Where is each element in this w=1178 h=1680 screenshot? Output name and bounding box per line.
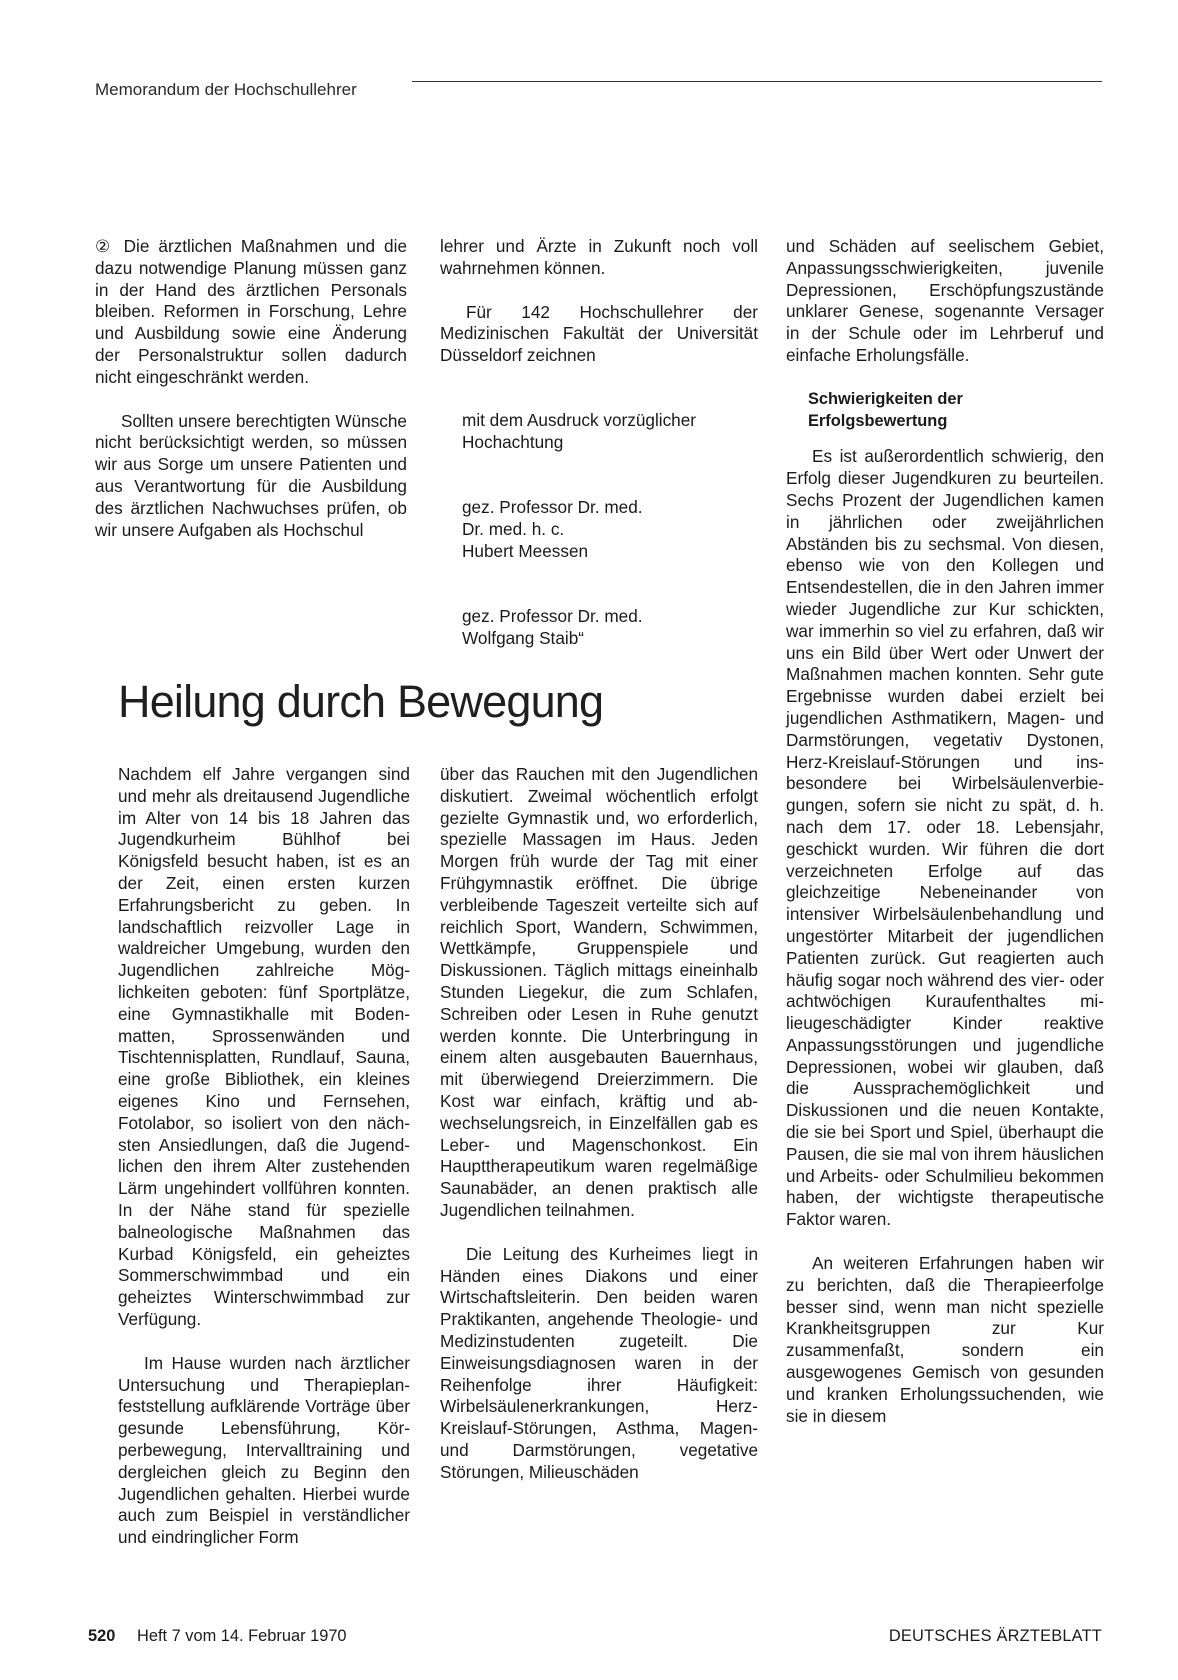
memorandum-paragraph: ② Die ärztlichen Maßnahmen und die dazu notwendige Planung müssen ganz in der Hand des ärztlichen Personals bleiben. Reformen in Forschung, Lehre und Ausbildung sowie eine Änderung der Personalstruktur sollen dadurch nicht eingeschränkt werden.: [95, 236, 407, 387]
memorandum-column-1: [95, 236, 407, 541]
memorandum-paragraph: lehrer und Ärzte in Zukunft noch voll wahrnehmen können.: [440, 236, 758, 278]
memorandum-column-2: [440, 236, 758, 672]
signature-signatory-1: gez. Professor Dr. med. Dr. med. h. c. Hubert Meessen: [462, 497, 643, 561]
memorandum-paragraph: Sollten unsere berechtigten Wünsche nicht berücksichtigt werden, so müssen wir aus Sorge um unsere Patienten und aus Verantwortung für die Ausbildung des ärztlichen Nachwuchses prüfen, ob wir unsere Aufgaben als Hochschul: [95, 410, 407, 540]
article-column-3: [786, 236, 1104, 1427]
article-paragraph: Es ist außerordentlich schwierig, den Erfolg dieser Jugendkuren zu beurteilen. Sechs Prozent der Jugendlichen kamen in jährlichen oder zweijährlichen Abständen bis zu sechsmal. Von diesen, ebenso wie von den Kollegen und Entsendestellen, die in den Jahren immer wieder Jugendliche zur Kur schickten, war immerhin so viel zu erfahren, daß wir uns ein Bild über Wert oder Unwert der Maßnahmen machen konnten. Sehr gute Ergebnisse wurden dabei erzielt bei jugendlichen Asthmatikern, Magen- und Darmstörungen, vegetativ Dystonen, Herz-Kreislauf-Störungen und insbesondere bei Wirbelsäulenverbiegungen, sofern sie nicht zu spät, d. h. nach dem 17. oder 18. Lebensjahr, geschickt wurden. Wir führen die dort verzeichneten Erfolge auf das gleichzeitige Nebeneinander von intensiver Wirbelsäulenbehandlung und ungestörter Mitarbeit der jugendlichen Patienten zurück. Gut reagierten auch häufig sogar noch während des vier- oder achtwöchigen Kuraufenthaltes milieugeschädigter Kinder reaktive Anpassungsstörungen und jugendliche Depressionen, wobei wir glauben, daß die Aussprachemöglichkeit und Diskussionen und die neuen Kontakte, die sie bei Sport und Spiel, überhaupt die Pausen, die sie mal von ihrem häuslichen und Arbeits- oder Schulmilieu bekommen haben, der wichtigste therapeutische Faktor waren.: [786, 446, 1104, 1230]
article-title: Heilung durch Bewegung: [118, 676, 604, 727]
memorandum-paragraph: Für 142 Hochschullehrer der Medizinischen Fakultät der Universität Düsseldorf zeichnen: [440, 301, 758, 366]
article-paragraph: und Schäden auf seelischem Gebiet, Anpassungsschwierigkeiten, juvenile Depressionen, Erschöpfungszustände unklarer Genese, sogenannte Versager in der Schule oder im Lehrberuf und einfache Erholungsfälle.: [786, 236, 1104, 365]
article-paragraph: Im Hause wurden nach ärztlicher Untersuchung und Therapieplanfeststellung aufklärende Vorträge über gesunde Lebensführung, Körperbewegung, Intervalltraining und dergleichen gleich zu Beginn den Jugendlichen gehalten. Hierbei wurde auch zum Beispiel in verständlicher und eindringlicher Form: [118, 1352, 410, 1548]
page-number: 520: [88, 1627, 116, 1645]
article-column-2: [440, 764, 758, 1484]
article-subheading: Schwierigkeiten der Erfolgsbewertung: [808, 389, 963, 430]
article-paragraph: Nachdem elf Jahre vergangen sind und mehr als dreitausend Jugendliche im Alter von 14 bis 18 Jahren das Jugendkurheim Bühlhof bei Königsfeld besucht haben, ist es an der Zeit, einen ersten kurzen Erfahrungsbericht zu geben. In landschaftlich reizvoller Lage in waldreicher Umgebung, wurden den Jugendlichen zahlreiche Möglichkeiten geboten: fünf Sportplätze, eine Gymnastikhalle mit Bodenmatten, Sprossenwänden und Tischtennisplatten, Rundlauf, Sauna, eine große Bibliothek, ein kleines eigenes Kino und Fernsehen, Fotolabor, so isoliert von den nächsten Ansiedlungen, daß die Jugendlichen den ihrem Alter zustehenden Lärm ungehindert vollführen konnten. In der Nähe stand für spezielle balneologische Maßnahmen das Kurbad Königsfeld, ein geheiztes Sommerschwimmbad und ein geheiztes Winterschwimmbad zur Verfügung.: [118, 764, 410, 1329]
header-rule: [412, 81, 1102, 82]
article-column-1: [118, 764, 410, 1549]
issue-info: Heft 7 vom 14. Februar 1970: [137, 1627, 347, 1645]
signature-greeting: mit dem Ausdruck vorzüglicher Hochachtung: [462, 409, 697, 452]
journal-name: DEUTSCHES ÄRZTEBLATT: [888, 1627, 1102, 1645]
article-paragraph: An weiteren Erfahrungen haben wir zu berichten, daß die Therapieerfolge besser sind, wenn man nicht spezielle Krankheitsgruppen zur Kur zusammenfaßt, sondern ein ausgewogenes Gemisch von gesunden und kranken Erholungssuchenden, wie sie in diesem: [786, 1253, 1104, 1426]
signature-signatory-2: gez. Professor Dr. med. Wolfgang Staib“: [462, 606, 643, 649]
signature-block: [440, 388, 758, 672]
article-paragraph: über das Rauchen mit den Jugendlichen diskutiert. Zweimal wöchentlich erfolgt gezielte Gymnastik und, wo erforderlich, spezielle Massagen im Haus. Jeden Morgen früh wurde der Tag mit einer Frühgymnastik eröffnet. Die übrige verbleibende Tageszeit verteilte sich auf reichlich Sport, Wandern, Schwimmen, Wettkämpfe, Gruppenspiele und Diskussionen. Täglich mittags eineinhalb Stunden Liegekur, die zum Schlafen, Schreiben oder Lesen in Ruhe genutzt werden konnte. Die Unterbringung in einem alten ausgebauten Bauernhaus, mit überwiegend Dreierzimmern. Die Kost war einfach, kräftig und abwechselungsreich, in Einzelfällen gab es Leber- und Magenschonkost. Ein Haupttherapeutikum waren regelmäßige Saunabäder, an denen praktisch alle Jugendlichen teilnahmen.: [440, 764, 758, 1220]
article-paragraph: Die Leitung des Kurheimes liegt in Händen eines Diakons und einer Wirtschaftsleiterin. Den beiden waren Praktikanten, angehende Theologie- und Medizinstudenten zugeteilt. Die Einweisungsdiagnosen waren in der Reihenfolge ihrer Häufigkeit: Wirbelsäulenerkrankungen, Herz-Kreislauf-Störungen, Asthma, Magen- und Darmstörungen, vegetative Störungen, Milieuschäden: [440, 1243, 758, 1482]
running-title: Memorandum der Hochschullehrer: [95, 80, 357, 99]
